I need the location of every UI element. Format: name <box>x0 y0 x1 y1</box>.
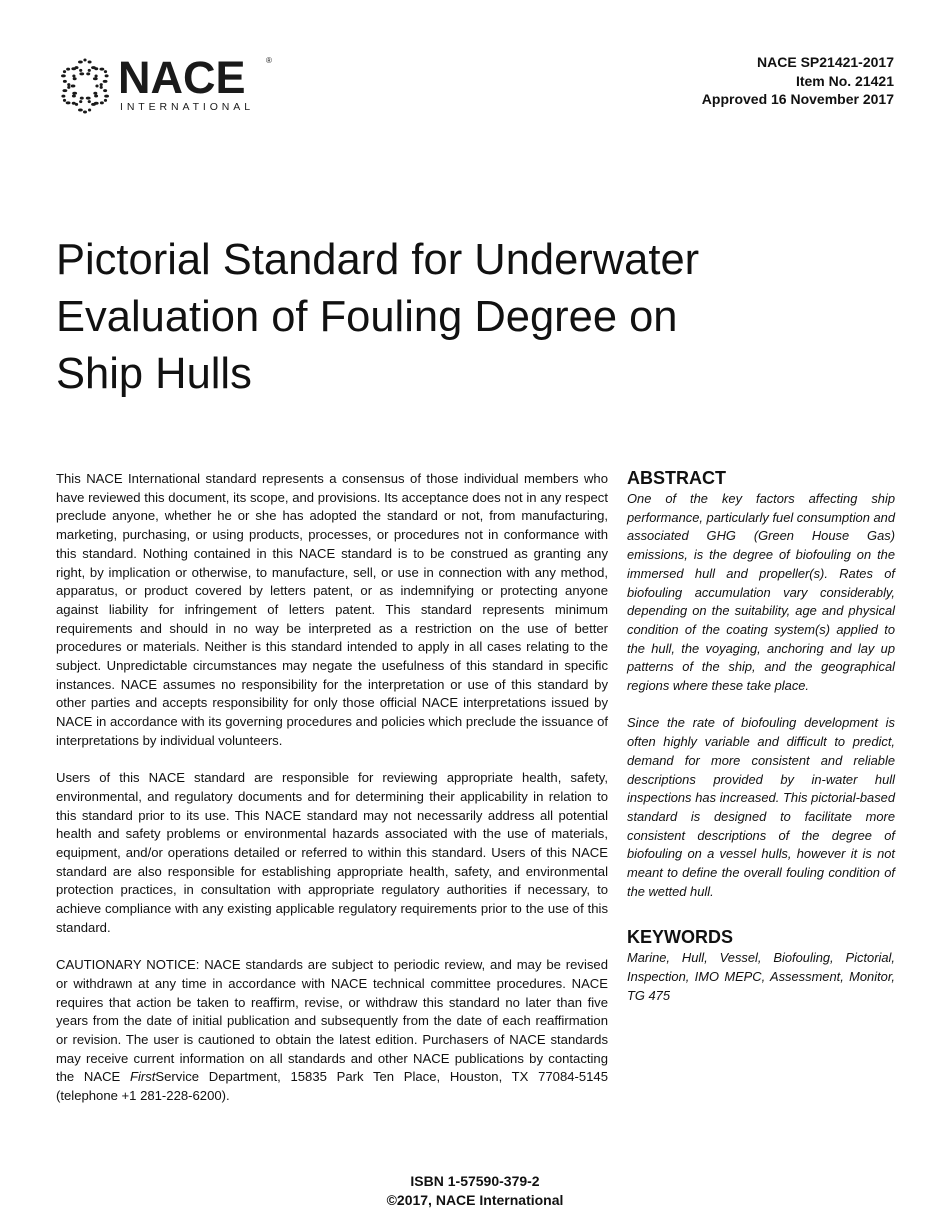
abstract-heading: ABSTRACT <box>627 468 726 488</box>
globe-dot <box>61 95 65 98</box>
globe-dot <box>93 77 98 80</box>
globe-dot <box>88 109 91 112</box>
globe-dot <box>105 74 109 77</box>
keywords-heading: KEYWORDS <box>627 927 734 948</box>
globe-dot <box>83 111 87 114</box>
globe-dot <box>103 89 107 92</box>
globe-dot <box>86 97 91 100</box>
isbn: ISBN 1-57590-379-2 <box>410 1173 540 1189</box>
first-service-italic: First <box>129 1069 156 1085</box>
globe-dot <box>62 89 67 92</box>
globe-dot <box>99 68 104 71</box>
logo-registered-mark: ® <box>266 56 272 65</box>
globe-dot <box>100 83 103 86</box>
document-title <box>56 232 876 403</box>
globe-dot <box>75 103 78 106</box>
globe-dot <box>91 66 96 69</box>
globe-dot <box>104 95 109 98</box>
globe-dot <box>91 103 96 106</box>
approval-date: Approved 16 November 2017 <box>701 91 894 107</box>
globe-dot <box>95 85 98 88</box>
globe-dot <box>88 60 92 63</box>
globe-dot <box>80 97 84 100</box>
document-number: NACE SP21421-2017 <box>757 54 894 70</box>
nace-globe-icon <box>55 56 117 114</box>
abstract-body <box>627 490 895 901</box>
globe-dot <box>79 69 82 72</box>
globe-dot <box>94 75 97 78</box>
nace-logo <box>55 52 285 118</box>
page-footer <box>0 1172 950 1210</box>
document-info <box>702 53 894 109</box>
globe-dot <box>71 85 76 88</box>
cautionary-text-start: CAUTIONARY NOTICE: NACE standards are subject to periodic review, and may be revised or withdrawn at any time in accordance with NACE technical committee procedures. NACE requires that action be taken to reaffirm, revise, or withdraw this standard no later than five years from the date of initial publication and subsequently from the date of each reaffirmation or revision. The user is cautioned to obtain the latest edition. Purchasers of NACE standards may receive current information on all standards and other NACE publications by contacting the NACE <box>56 957 608 1085</box>
consensus-paragraph: This NACE International standard represents a consensus of those individual members who have reviewed this document, its scope, and provisions. Its acceptance does not in any respect preclude anyone, whether he or she has adopted the standard or not, from manufacturing, marketing, purchasing, or using products, processes, or procedures not in conformance with this standard. Nothing contained in this NACE standard is to be construed as granting any right, by implication or otherwise, to manufacture, sell, or use in connection with any method, apparatus, or product covered by letters patent, or as indemnifying or protecting anyone against liability for infringement of letters patent. This standard represents minimum requirements and should in no way be interpreted as a restriction on the use of better procedures or materials. Neither is this standard intended to apply in all cases relating to the subject. Unpredictable circumstances may negate the usefulness of this standard in specific instances. NACE assumes no responsibility for the interpretation or use of this standard by other parties and accepts responsibility for only those official NACE interpretations issued by NACE in accordance with its governing procedures and policies which preclude the issuance of interpretations by individual volunteers. <box>56 471 608 748</box>
title-line: Pictorial Standard for Underwater <box>56 236 700 284</box>
globe-dot <box>103 80 108 83</box>
globe-dot <box>72 75 75 78</box>
keywords-section <box>627 925 895 1005</box>
globe-dot <box>79 72 84 75</box>
globe-dot <box>104 99 107 102</box>
globe-dot <box>73 77 77 80</box>
globe-dot <box>78 109 83 112</box>
globe-dot <box>63 70 66 73</box>
keywords-text: Marine, Hull, Vessel, Biofouling, Pictorial, Inspection, IMO MEPC, Assessment, Monitor, TG 475 <box>627 950 895 1003</box>
item-number: Item No. 21421 <box>795 72 894 89</box>
globe-dot <box>67 83 70 86</box>
logo-wordmark: NACE <box>118 52 246 103</box>
logo-subtitle: INTERNATIONAL <box>120 101 254 113</box>
abstract-paragraph: One of the key factors affecting ship performance, particularly fuel consumption and associated GHG (Green House Gas) emissions, is the degree of biofouling on the immersed hull and propeller(s). Rates of biofouling accumulation vary considerably, depending on the suitability, age and physical condition of the coating system(s) applied to the hull, the voyaging, anchoring and lay up patterns of the ship, and the geographical regions where these take place. <box>627 491 895 694</box>
globe-dot <box>72 94 76 97</box>
cautionary-text-end: Service Department, 15835 Park Ten Place, Houston, TX 77084-5145 (telephone +1 281-228-6200). <box>56 1069 608 1104</box>
globe-dot <box>88 100 91 103</box>
globe-dot <box>100 86 103 89</box>
globe-dot <box>75 66 79 69</box>
abstract-column <box>627 466 895 1006</box>
globe-dot <box>100 101 104 104</box>
globe-dot <box>67 86 70 89</box>
globe-dot <box>94 94 98 97</box>
globe-dot <box>61 74 66 77</box>
globe-dot <box>93 92 97 95</box>
globe-dot <box>63 99 66 102</box>
copyright: ©2017, NACE International <box>386 1192 564 1208</box>
globe-dot <box>78 60 83 63</box>
globe-dot <box>79 100 82 103</box>
title-line: Evaluation of Fouling Degree on <box>56 293 678 341</box>
globe-dot <box>83 59 86 62</box>
globe-dot <box>66 101 71 104</box>
globe-dot <box>72 92 77 95</box>
globe-dot <box>104 70 107 73</box>
globe-dot <box>63 80 67 83</box>
globe-dot <box>88 69 91 72</box>
globe-dot <box>66 68 70 71</box>
cautionary-notice-paragraph <box>56 956 608 1106</box>
disclaimer-column <box>56 470 608 1125</box>
abstract-paragraph: Since the rate of biofouling development is often highly variable and difficult to predict, demand for more consistent and reliable descriptions provided by in-water hull inspections has increased. This pictorial-based standard is designed to facilitate more consistent descriptions of the degree of biofouling on a vessel hulls, however it is not meant to define the overall fouling condition of the wetted hull. <box>627 715 895 899</box>
user-responsibility-paragraph: Users of this NACE standard are responsible for reviewing appropriate health, safety, environmental, and regulatory documents and for determining their applicability in relation to this standard prior to its use. This NACE standard may not necessarily address all potential health and safety problems or environmental hazards associated with the use of materials, equipment, and/or operations detailed or referred to within this standard. Users of this NACE standard are also responsible for establishing appropriate health, safety, and environmental protection practices, in consultation with appropriate regulatory authorities if necessary, to achieve compliance with any existing applicable regulatory requirements prior to the use of this standard. <box>56 770 608 935</box>
globe-dot <box>86 72 90 75</box>
title-line: Ship Hulls <box>56 350 252 398</box>
